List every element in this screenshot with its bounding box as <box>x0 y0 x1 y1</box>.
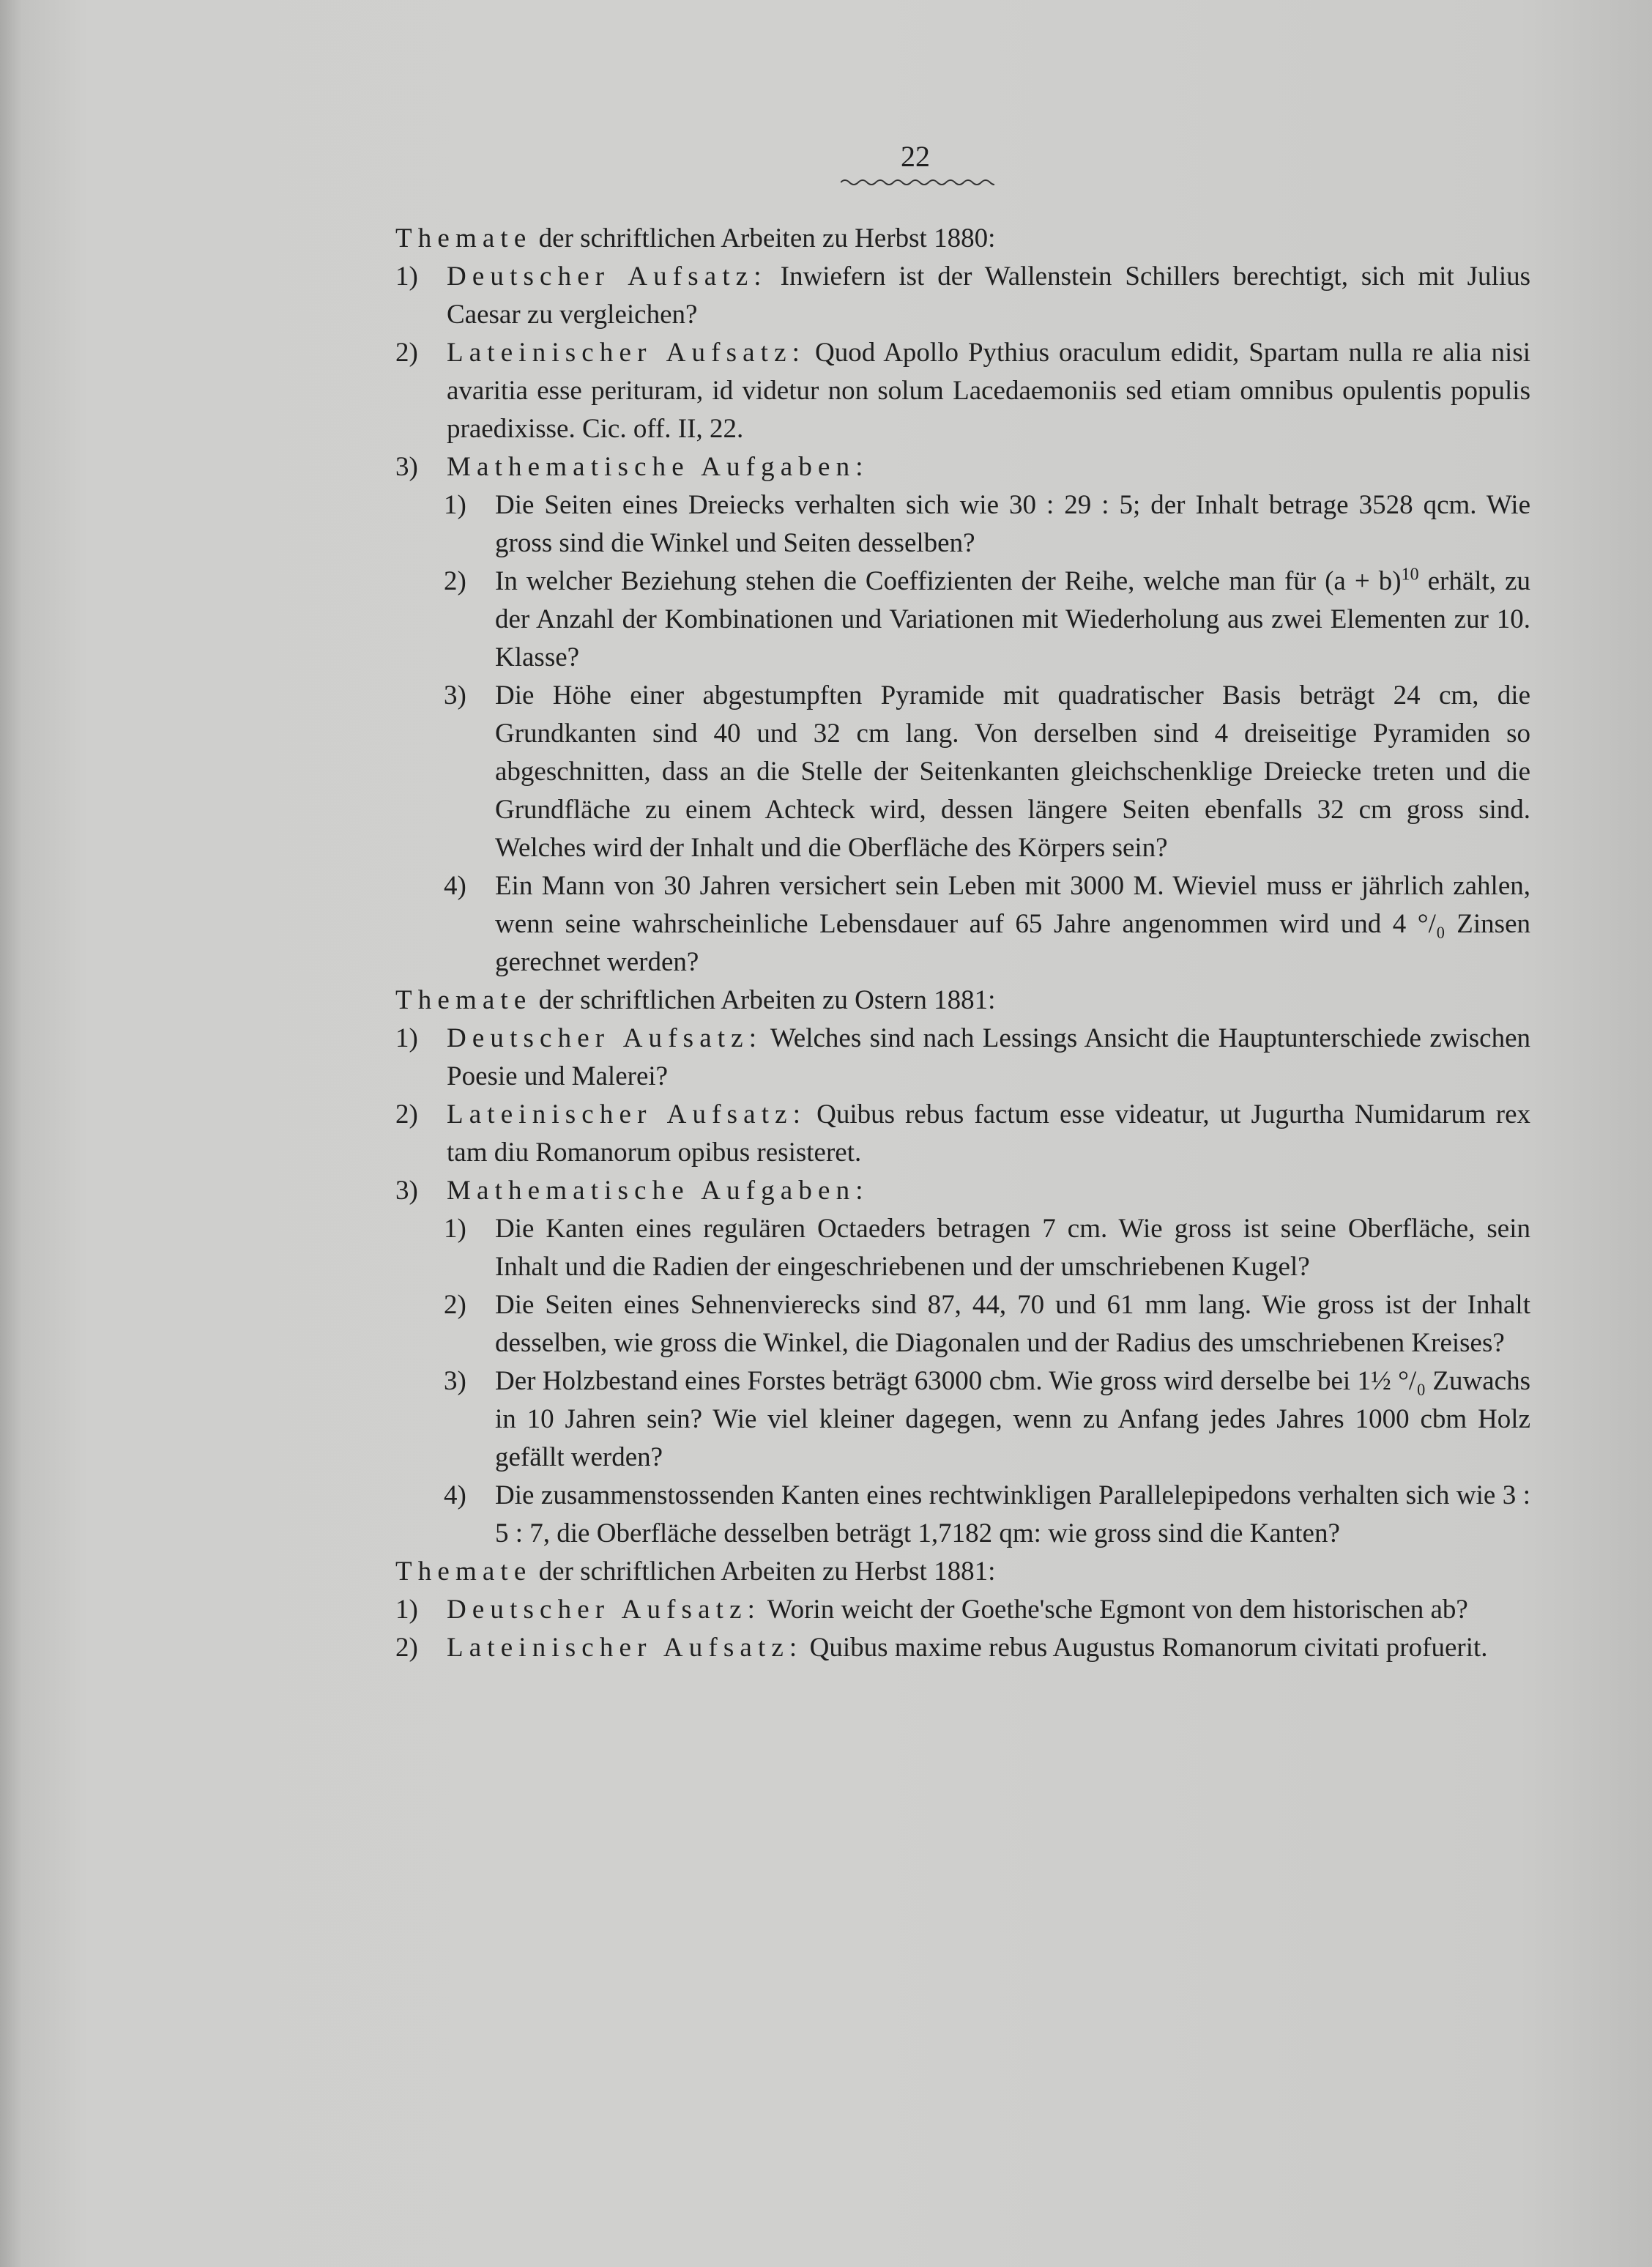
section-heading: Themate der schriftlichen Arbeiten zu Ostern 1881: <box>395 985 996 1015</box>
page-number: 22 <box>901 140 930 173</box>
document-body <box>395 220 1530 1667</box>
topic-title: Deutscher Aufsatz: <box>447 1595 762 1625</box>
math-task: 3) Die Höhe einer abgestumpften Pyramide mit quadratischer Basis beträgt 24 cm, die Grundkanten sind 40 und 32 cm lang. Von derselben sind 4 dreiseitige Pyramiden so abgeschnitten, dass an die Stelle der Seitenkanten gleichschenklige Dreiecke treten und die Grundfläche zu einem Achteck wird, dessen längere Seiten ebenfalls 32 cm gross sind. Welches wird der Inhalt und die Oberfläche des Körpers sein? <box>444 680 1530 863</box>
topic-title: Lateinischer Aufsatz: <box>447 1099 807 1129</box>
topic-item: 2) Lateinischer Aufsatz: Quibus maxime rebus Augustus Romanorum civitati profuerit. <box>395 1633 1488 1663</box>
page-number-underline <box>841 177 994 188</box>
topic-item: 3) Mathematische Aufgaben: <box>395 1176 869 1206</box>
topic-title: Mathematische Aufgaben: <box>447 1176 869 1206</box>
topic-title: Deutscher Aufsatz: <box>447 1023 763 1053</box>
section-ostern-1881 <box>395 982 1530 1553</box>
math-task: 1) Die Kanten eines regulären Octaeders betragen 7 cm. Wie gross ist seine Oberfläche, sein Inhalt und die Radien der eingeschriebenen und der umschriebenen Kugel? <box>444 1214 1530 1282</box>
topic-title: Lateinischer Aufsatz: <box>447 1633 803 1663</box>
topic-item: 2) Lateinischer Aufsatz: Quibus rebus factum esse videatur, ut Jugurtha Numidarum rex tam diu Romanorum opibus resisteret. <box>395 1099 1531 1168</box>
math-task: 2) In welcher Beziehung stehen die Coeffizienten der Reihe, welche man für $(a + b)^{10}$ erhält, zu der Anzahl der Kombinationen und Variationen mit Wiederholung aus zwei Elementen zur 10. Klasse? <box>444 565 1530 672</box>
math-task: 4) Die zusammenstossenden Kanten eines rechtwinkligen Parallelepipedons verhalten sich wie 3 : 5 : 7, die Oberfläche desselben beträgt 1,7182 qm: wie gross sind die Kanten? <box>444 1480 1530 1548</box>
section-heading: Themate der schriftlichen Arbeiten zu Herbst 1880: <box>395 223 996 253</box>
section-herbst-1881 <box>395 1553 1530 1667</box>
topic-item: 1) Deutscher Aufsatz: Worin weicht der Goethe'sche Egmont von dem historischen ab? <box>395 1595 1468 1625</box>
topic-title: Mathematische Aufgaben: <box>447 452 869 482</box>
topic-item: 2) Lateinischer Aufsatz: Quod Apollo Pythius oraculum edidit, Spartam nulla re alia nisi avaritia esse perituram, id videtur non solum Lacedaemoniis sed etiam omnibus opulentis populis praedixisse. Cic. off. II, 22. <box>395 338 1531 444</box>
section-herbst-1880 <box>395 220 1530 982</box>
topic-title: Deutscher Aufsatz: <box>447 261 767 292</box>
math-task: 4) Ein Mann von 30 Jahren versichert sein Leben mit 3000 M. Wieviel muss er jährlich zahlen, wenn seine wahrscheinliche Lebensdauer auf 65 Jahre angenommen wird und 4 °/₀ Zinsen gerechnet werden? <box>444 871 1530 977</box>
topic-item: 1) Deutscher Aufsatz: Inwiefern ist der Wallenstein Schillers berechtigt, sich mit Julius Caesar zu vergleichen? <box>395 261 1531 330</box>
topic-title: Lateinischer Aufsatz: <box>447 338 806 368</box>
math-task: 2) Die Seiten eines Sehnenvierecks sind 87, 44, 70 und 61 mm lang. Wie gross ist der Inhalt desselben, wie gross die Winkel, die Diagonalen und der Radius des umschriebenen Kreises? <box>444 1290 1530 1358</box>
topic-item: 1) Deutscher Aufsatz: Welches sind nach Lessings Ansicht die Hauptunterschiede zwischen Poesie und Malerei? <box>395 1023 1530 1091</box>
math-task: 3) Der Holzbestand eines Forstes beträgt 63000 cbm. Wie gross wird derselbe bei 1½ °/₀ Zuwachs in 10 Jahren sein? Wie viel kleiner dagegen, wenn zu Anfang jedes Jahres 1000 cbm Holz gefällt werden? <box>444 1366 1530 1472</box>
math-task: 1) Die Seiten eines Dreiecks verhalten sich wie 30 : 29 : 5; der Inhalt betrage 3528 qcm. Wie gross sind die Winkel und Seiten desselben? <box>444 490 1530 558</box>
section-heading: Themate der schriftlichen Arbeiten zu Herbst 1881: <box>395 1557 996 1587</box>
topic-item: 3) Mathematische Aufgaben: <box>395 452 869 482</box>
